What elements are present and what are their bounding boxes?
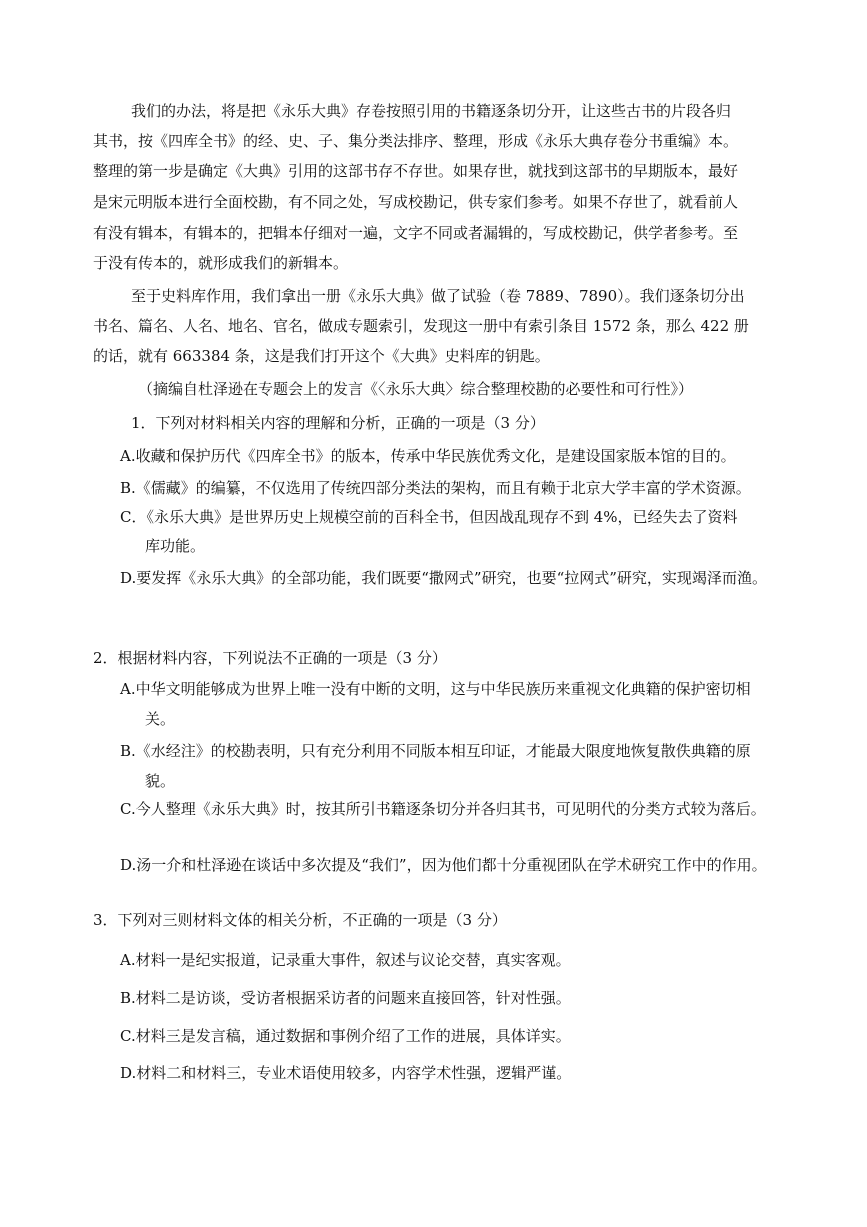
q1-option-c: C．《永乐大典》是世界历史上规模空前的百科全书，但因战乱现存不到 4%，已经失去了资料 xyxy=(120,508,738,526)
passage-line: 有没有辑本，有辑本的，把辑本仔细对一遍，文字不同或者漏辑的，写成校勘记，供学者参考。至 xyxy=(93,224,739,242)
passage-line: 我们的办法，将是把《永乐大典》存卷按照引用的书籍逐条切分开，让这些古书的片段各归 xyxy=(131,102,732,120)
q3-option-d: D.材料二和材料三，专业术语使用较多，内容学术性强，逻辑严谨。 xyxy=(120,1064,572,1082)
q2-option-d: D.汤一介和杜泽逊在谈话中多次提及“我们”，因为他们都十分重视团队在学术研究工作中的作用。 xyxy=(120,856,767,874)
q2-option-b-cont: 貌。 xyxy=(145,772,176,790)
q3-option-c: C.材料三是发言稿，通过数据和事例介绍了工作的进展，具体详实。 xyxy=(120,1027,571,1045)
q1-option-a: A.收藏和保护历代《四库全书》的版本，传承中华民族优秀文化，是建设国家版本馆的目的。 xyxy=(120,447,736,465)
q3-option-a: A.材料一是纪实报道，记录重大事件，叙述与议论交替，真实客观。 xyxy=(120,951,571,969)
q3-option-b: B.材料二是访谈，受访者根据采访者的问题来直接回答，针对性强。 xyxy=(120,989,571,1007)
passage-line: 其书，按《四库全书》的经、史、子、集分类法排序、整理，形成《永乐大典存卷分书重编》本。 xyxy=(93,132,739,150)
question-1-stem: 1．下列对材料相关内容的理解和分析，正确的一项是（3 分） xyxy=(131,414,545,432)
q2-option-c: C.今人整理《永乐大典》时，按其所引书籍逐条切分并各归其书，可见明代的分类方式较为落后。 xyxy=(120,800,766,818)
question-2-stem: 2．根据材料内容，下列说法不正确的一项是（3 分） xyxy=(93,649,447,667)
passage-line: 至于史料库作用，我们拿出一册《永乐大典》做了试验（卷 7889、7890）。我们逐条切分出 xyxy=(131,287,745,305)
question-3-stem: 3．下列对三则材料文体的相关分析，不正确的一项是（3 分） xyxy=(93,911,507,929)
source-note: （摘编自杜泽逊在专题会上的发言《〈永乐大典〉综合整理校勘的必要性和可行性》） xyxy=(138,380,694,398)
passage-line: 于没有传本的，就形成我们的新辑本。 xyxy=(93,254,349,272)
q2-option-a-cont: 关。 xyxy=(145,710,176,728)
passage-line: 的话，就有 663384 条，这是我们打开这个《大典》史料库的钥匙。 xyxy=(93,347,550,365)
passage-line: 是宋元明版本进行全面校勘，有不同之处，写成校勘记，供专家们参考。如果不存世了，就看前人 xyxy=(93,193,739,211)
passage-line: 书名、篇名、人名、地名、官名，做成专题索引，发现这一册中有索引条目 1572 条，那么 422 册 xyxy=(93,317,749,335)
q1-option-c-cont: 库功能。 xyxy=(145,537,206,555)
passage-line: 整理的第一步是确定《大典》引用的这部书存不存世。如果存世，就找到这部书的早期版本，最好 xyxy=(93,162,739,180)
q1-option-d: D.要发挥《永乐大典》的全部功能，我们既要“撒网式”研究，也要“拉网式”研究，实现竭泽而渔。 xyxy=(120,569,767,587)
q2-option-a: A.中华文明能够成为世界上唯一没有中断的文明，这与中华民族历来重视文化典籍的保护密切相 xyxy=(120,680,751,698)
q1-option-b: B.《儒藏》的编纂，不仅选用了传统四部分类法的架构，而且有赖于北京大学丰富的学术资源。 xyxy=(120,479,751,497)
q2-option-b: B.《水经注》的校勘表明，只有充分利用不同版本相互印证，才能最大限度地恢复散佚典籍的原 xyxy=(120,742,751,760)
